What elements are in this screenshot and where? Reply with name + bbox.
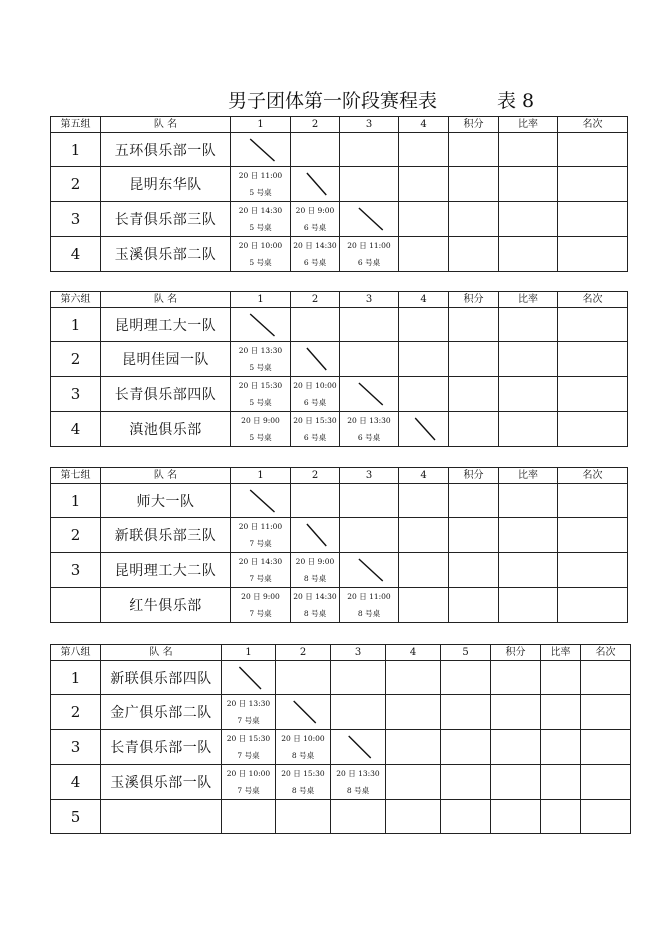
table-row [51,308,628,342]
rank-cell [558,412,628,447]
column-header: 比率 [499,468,558,484]
empty-cell [222,800,276,834]
column-header: 3 [340,117,399,133]
self-match-cell [276,695,331,730]
team-name: 师大一队 [101,484,231,518]
table-row [51,518,628,553]
empty-cell [399,518,449,553]
empty-cell [441,661,491,695]
rank-cell [558,133,628,167]
table-row [51,202,628,237]
header-row [51,645,631,661]
header-row [51,468,628,484]
team-number: 2 [51,695,101,730]
empty-cell [399,237,449,272]
match-table-no: 8 号桌 [303,609,327,618]
diagonal-slash-icon [294,169,337,199]
column-header: 4 [399,292,449,308]
match-table-no: 6 号桌 [303,258,327,267]
match-table-no: 5 号桌 [249,363,272,372]
column-header: 队 名 [101,468,231,484]
match-cell [222,730,276,765]
match-time: 20 日 9:00 [295,206,335,215]
match-table-no: 8 号桌 [346,786,370,795]
match-time: 20 日 9:00 [241,416,280,425]
team-number [51,588,101,623]
team-name: 红牛俱乐部 [101,588,231,623]
match-table-no: 5 号桌 [249,258,272,267]
team-number: 5 [51,800,101,834]
match-table-no: 8 号桌 [291,751,315,760]
rank-cell [581,695,631,730]
match-cell [231,518,291,553]
match-table-no: 7 号桌 [237,716,260,725]
ratio-cell [499,588,558,623]
ratio-cell [499,133,558,167]
ratio-cell [499,167,558,202]
team-name: 新联俱乐部四队 [101,661,222,695]
column-header: 2 [291,117,340,133]
team-name: 长青俱乐部四队 [101,377,231,412]
points-cell [449,308,499,342]
match-cell [231,588,291,623]
match-time: 20 日 15:30 [238,381,283,390]
match-cell [222,695,276,730]
points-cell [449,412,499,447]
diagonal-slash-icon [343,204,396,234]
points-cell [449,553,499,588]
diagonal-slash-icon [234,310,288,340]
match-time: 20 日 9:00 [241,592,280,601]
column-header: 第七组 [51,468,101,484]
self-match-cell [222,661,276,695]
match-cell [222,765,276,800]
empty-cell [386,730,441,765]
empty-cell [399,553,449,588]
match-table-no: 6 号桌 [303,223,327,232]
diagonal-slash-icon [225,663,273,693]
rank-cell [581,730,631,765]
rank-cell [558,377,628,412]
rank-cell [558,553,628,588]
match-time: 20 日 13:30 [226,699,271,708]
column-header: 比率 [499,292,558,308]
team-name: 滇池俱乐部 [101,412,231,447]
empty-cell [399,377,449,412]
empty-cell [340,484,399,518]
group-table [50,644,631,834]
match-cell [291,377,340,412]
team-number: 2 [51,167,101,202]
match-cell [340,237,399,272]
match-time: 20 日 13:30 [238,346,283,355]
match-table-no: 8 号桌 [303,574,327,583]
table-row [51,412,628,447]
empty-cell [386,800,441,834]
rank-cell [558,518,628,553]
self-match-cell [231,484,291,518]
column-header: 名次 [581,645,631,661]
empty-cell [399,167,449,202]
match-time: 20 日 14:30 [238,557,283,566]
empty-cell [441,765,491,800]
match-table-no: 6 号桌 [357,258,381,267]
table-row [51,765,631,800]
match-time: 20 日 9:00 [295,557,335,566]
match-table-no: 5 号桌 [249,398,272,407]
empty-cell [399,588,449,623]
points-cell [491,800,541,834]
team-name: 玉溪俱乐部二队 [101,237,231,272]
points-cell [449,588,499,623]
column-header: 队 名 [101,117,231,133]
rank-cell [558,342,628,377]
column-header: 3 [340,468,399,484]
table-row [51,588,628,623]
column-header: 名次 [558,117,628,133]
team-number: 1 [51,661,101,695]
diagonal-slash-icon [234,486,288,516]
column-header: 1 [231,468,291,484]
team-number: 1 [51,308,101,342]
diagonal-slash-icon [343,555,396,585]
team-number: 4 [51,237,101,272]
match-table-no: 6 号桌 [303,398,327,407]
team-number: 3 [51,202,101,237]
points-cell [491,695,541,730]
team-number: 2 [51,518,101,553]
empty-cell [441,695,491,730]
match-table-no: 5 号桌 [249,188,272,197]
empty-cell [291,308,340,342]
column-header: 第六组 [51,292,101,308]
empty-cell [399,202,449,237]
team-name: 玉溪俱乐部一队 [101,765,222,800]
column-header: 2 [291,292,340,308]
empty-cell [399,342,449,377]
ratio-cell [541,765,581,800]
empty-cell [340,518,399,553]
match-time: 20 日 11:00 [347,592,391,601]
match-cell [231,553,291,588]
match-table-no: 6 号桌 [357,433,381,442]
column-header: 队 名 [101,645,222,661]
team-number: 3 [51,730,101,765]
points-cell [491,765,541,800]
match-cell [291,412,340,447]
match-time: 20 日 15:30 [281,769,325,778]
rank-cell [558,484,628,518]
ratio-cell [499,308,558,342]
table-row [51,553,628,588]
header-row [51,292,628,308]
column-header: 积分 [449,292,499,308]
group-table [50,467,628,623]
ratio-cell [499,484,558,518]
match-cell [231,237,291,272]
diagonal-slash-icon [343,379,396,409]
match-table-no: 7 号桌 [237,786,260,795]
column-header: 第五组 [51,117,101,133]
team-number: 3 [51,553,101,588]
team-number: 1 [51,133,101,167]
empty-cell [340,342,399,377]
column-header: 比率 [541,645,581,661]
match-cell [331,765,386,800]
team-number: 4 [51,765,101,800]
team-name: 新联俱乐部三队 [101,518,231,553]
diagonal-slash-icon [279,697,328,727]
team-name: 昆明佳园一队 [101,342,231,377]
ratio-cell [499,518,558,553]
match-time: 20 日 10:00 [293,381,337,390]
match-cell [231,342,291,377]
empty-cell [340,167,399,202]
rank-cell [558,308,628,342]
team-name: 昆明东华队 [101,167,231,202]
empty-cell [291,484,340,518]
match-cell [291,202,340,237]
points-cell [449,518,499,553]
team-number: 1 [51,484,101,518]
table-row [51,133,628,167]
empty-cell [340,308,399,342]
match-cell [231,412,291,447]
column-header: 1 [222,645,276,661]
match-cell [291,553,340,588]
match-time: 20 日 14:30 [238,206,283,215]
match-time: 20 日 13:30 [347,416,391,425]
ratio-cell [499,412,558,447]
match-time: 20 日 11:00 [347,241,391,250]
match-table-no: 8 号桌 [357,609,381,618]
empty-cell [441,800,491,834]
empty-cell [276,800,331,834]
group-table [50,116,628,272]
team-name: 昆明理工大二队 [101,553,231,588]
group-table [50,291,628,447]
column-header: 队 名 [101,292,231,308]
match-time: 20 日 10:00 [238,241,283,250]
diagonal-slash-icon [402,414,446,444]
table-row [51,730,631,765]
column-header: 2 [276,645,331,661]
empty-cell [441,730,491,765]
ratio-cell [541,730,581,765]
ratio-cell [499,377,558,412]
match-time: 20 日 11:00 [238,171,283,180]
points-cell [449,484,499,518]
rank-cell [581,661,631,695]
ratio-cell [541,661,581,695]
match-time: 20 日 14:30 [293,592,337,601]
team-name: 金广俱乐部二队 [101,695,222,730]
points-cell [449,237,499,272]
team-name: 长青俱乐部一队 [101,730,222,765]
ratio-cell [499,342,558,377]
column-header: 4 [399,468,449,484]
self-match-cell [340,553,399,588]
self-match-cell [291,167,340,202]
match-table-no: 7 号桌 [249,609,272,618]
table-row [51,695,631,730]
table-row [51,484,628,518]
points-cell [449,377,499,412]
empty-cell [331,800,386,834]
team-number: 3 [51,377,101,412]
header-row [51,117,628,133]
self-match-cell [291,518,340,553]
rank-cell [558,588,628,623]
match-cell [340,588,399,623]
empty-cell [399,308,449,342]
team-name: 昆明理工大一队 [101,308,231,342]
ratio-cell [499,237,558,272]
empty-cell [386,661,441,695]
points-cell [449,202,499,237]
team-number: 4 [51,412,101,447]
column-header: 5 [441,645,491,661]
empty-cell [386,765,441,800]
table-row [51,377,628,412]
match-cell [231,377,291,412]
self-match-cell [331,730,386,765]
empty-cell [399,484,449,518]
match-table-no: 8 号桌 [291,786,315,795]
points-cell [491,661,541,695]
empty-cell [399,133,449,167]
match-time: 20 日 15:30 [226,734,271,743]
table-row [51,237,628,272]
column-header: 3 [340,292,399,308]
column-header: 名次 [558,468,628,484]
diagonal-slash-icon [234,135,288,165]
ratio-cell [499,202,558,237]
match-cell [231,202,291,237]
points-cell [449,342,499,377]
column-header: 积分 [491,645,541,661]
team-number: 2 [51,342,101,377]
match-time: 20 日 15:30 [293,416,337,425]
ratio-cell [541,800,581,834]
self-match-cell [231,133,291,167]
ratio-cell [541,695,581,730]
match-time: 20 日 13:30 [336,769,380,778]
rank-cell [558,202,628,237]
self-match-cell [340,377,399,412]
column-header: 1 [231,117,291,133]
team-name: 长青俱乐部三队 [101,202,231,237]
match-cell [276,765,331,800]
self-match-cell [340,202,399,237]
column-header: 3 [331,645,386,661]
column-header: 比率 [499,117,558,133]
diagonal-slash-icon [294,520,337,550]
points-cell [449,133,499,167]
column-header: 2 [291,468,340,484]
match-time: 20 日 10:00 [281,734,325,743]
column-header: 第八组 [51,645,101,661]
self-match-cell [291,342,340,377]
points-cell [449,167,499,202]
match-table-no: 6 号桌 [303,433,327,442]
team-name: 五环俱乐部一队 [101,133,231,167]
table-row [51,800,631,834]
page-title: 男子团体第一阶段赛程表 [228,90,438,112]
table-row [51,661,631,695]
column-header: 名次 [558,292,628,308]
self-match-cell [399,412,449,447]
empty-cell [340,133,399,167]
rank-cell [558,167,628,202]
column-header: 4 [399,117,449,133]
match-time: 20 日 11:00 [238,522,283,531]
empty-cell [291,133,340,167]
team-name [101,800,222,834]
match-table-no: 7 号桌 [237,751,260,760]
self-match-cell [231,308,291,342]
match-table-no: 5 号桌 [249,223,272,232]
empty-cell [386,695,441,730]
match-time: 20 日 10:00 [226,769,271,778]
diagonal-slash-icon [294,344,337,374]
table-row [51,342,628,377]
match-cell [231,167,291,202]
ratio-cell [499,553,558,588]
match-time: 20 日 14:30 [293,241,337,250]
rank-cell [581,765,631,800]
rank-cell [581,800,631,834]
column-header: 积分 [449,468,499,484]
match-table-no: 7 号桌 [249,574,272,583]
match-table-no: 7 号桌 [249,539,272,548]
column-header: 1 [231,292,291,308]
match-table-no: 5 号桌 [249,433,272,442]
column-header: 积分 [449,117,499,133]
match-cell [276,730,331,765]
match-cell [291,588,340,623]
empty-cell [276,661,331,695]
points-cell [491,730,541,765]
rank-cell [558,237,628,272]
empty-cell [331,695,386,730]
match-cell [340,412,399,447]
match-cell [291,237,340,272]
empty-cell [331,661,386,695]
column-header: 4 [386,645,441,661]
diagonal-slash-icon [334,732,383,762]
table-row [51,167,628,202]
table-number: 表 8 [497,90,535,112]
